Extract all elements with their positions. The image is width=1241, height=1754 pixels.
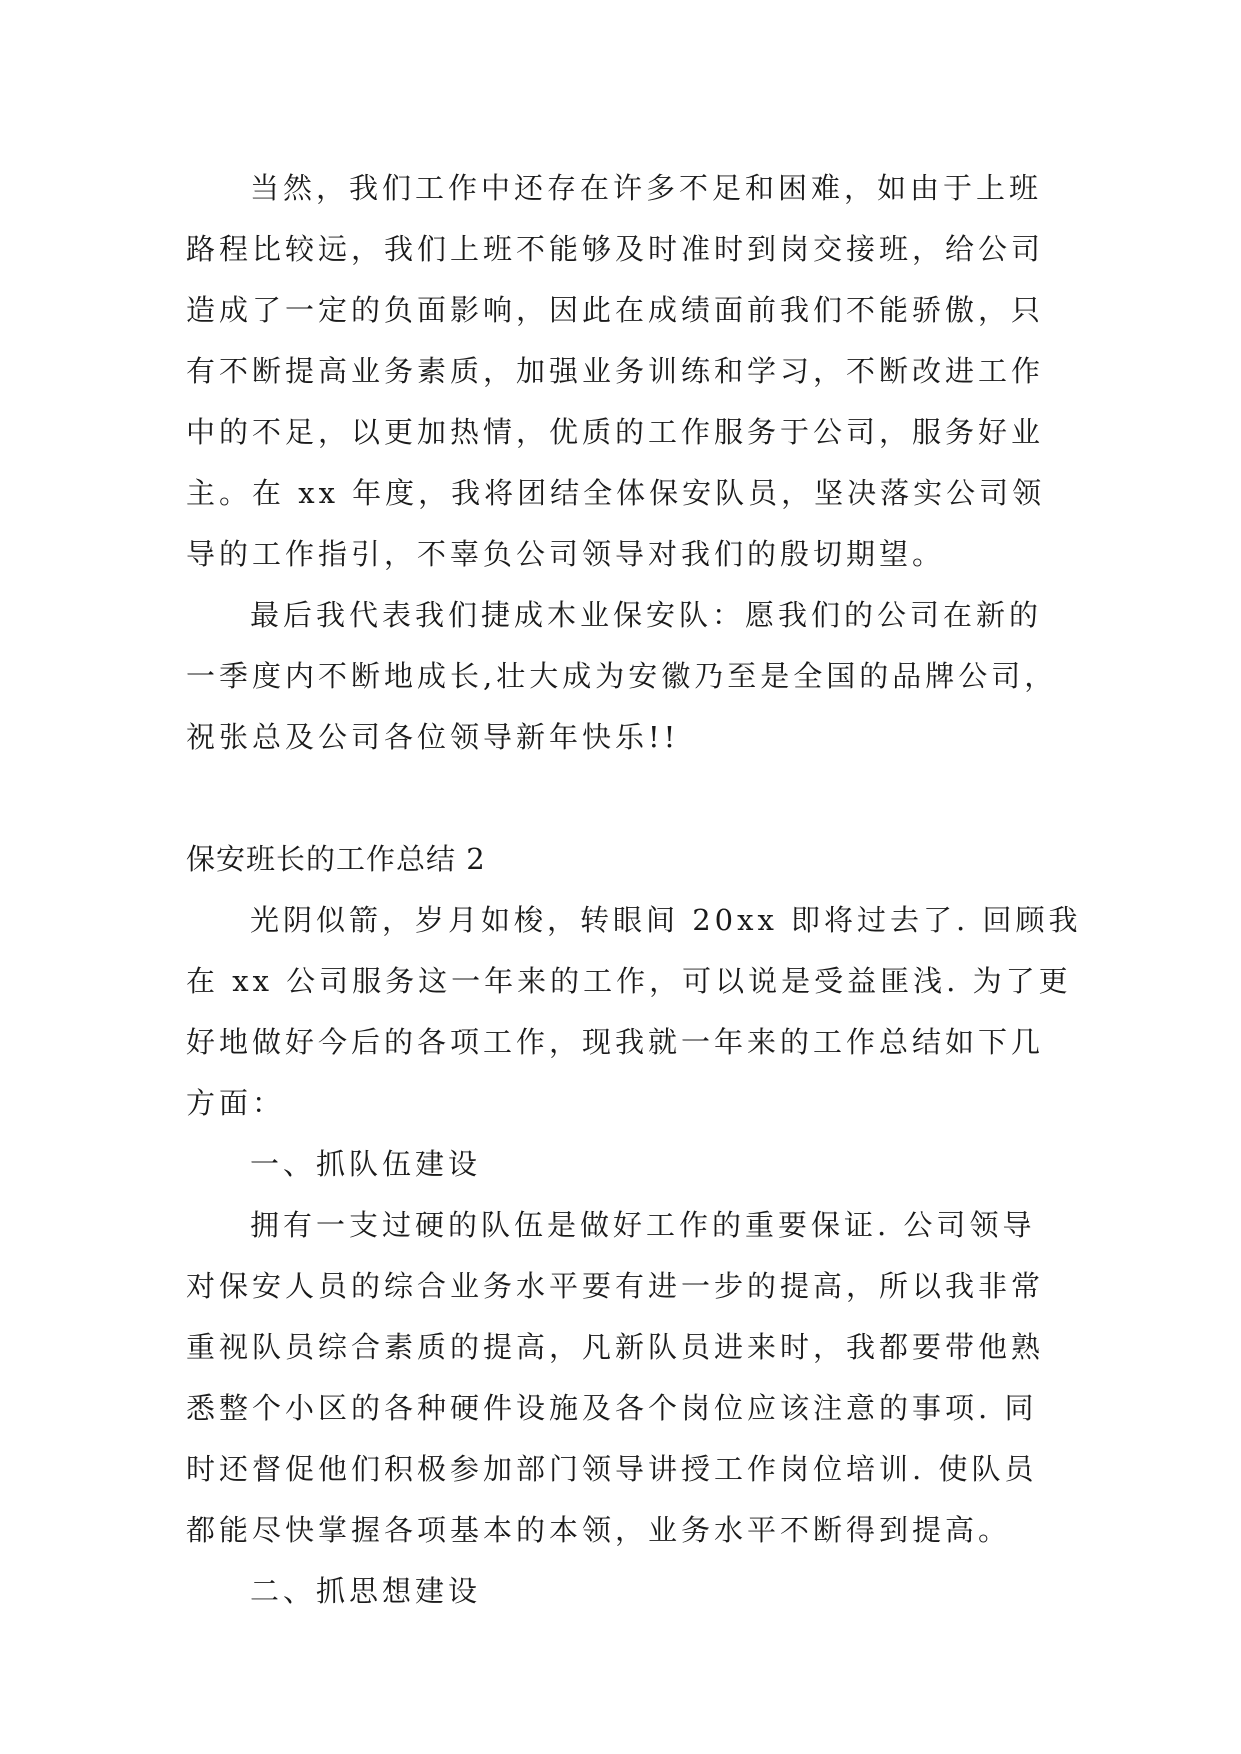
paragraph-line: 时还督促他们积极参加部门领导讲授工作岗位培训. 使队员 bbox=[186, 1452, 1038, 1486]
paragraph-line: 一季度内不断地成长,壮大成为安徽乃至是全国的品牌公司， bbox=[186, 659, 1058, 693]
paragraph-line: 最后我代表我们捷成木业保安队：愿我们的公司在新的 bbox=[250, 598, 1043, 632]
paragraph-line: 中的不足，以更加热情，优质的工作服务于公司，服务好业 bbox=[186, 415, 1045, 449]
paragraph-line: 都能尽快掌握各项基本的本领，业务水平不断得到提高。 bbox=[186, 1513, 1012, 1547]
paragraph-line: 路程比较远，我们上班不能够及时准时到岗交接班，给公司 bbox=[186, 232, 1045, 266]
paragraph-line: 主。在 xx 年度，我将团结全体保安队员，坚决落实公司领 bbox=[186, 476, 1046, 510]
subsection-heading: 一、抓队伍建设 bbox=[250, 1147, 482, 1181]
paragraph-line: 方面： bbox=[186, 1086, 286, 1120]
blank-line bbox=[186, 768, 1054, 829]
paragraph-line: 悉整个小区的各种硬件设施及各个岗位应该注意的事项. 同 bbox=[186, 1391, 1038, 1425]
paragraph-line: 对保安人员的综合业务水平要有进一步的提高，所以我非常 bbox=[186, 1269, 1045, 1303]
paragraph-line: 重视队员综合素质的提高，凡新队员进来时，我都要带他熟 bbox=[186, 1330, 1045, 1364]
paragraph-line: 光阴似箭，岁月如梭，转眼间 20xx 即将过去了. 回顾我 bbox=[250, 903, 1082, 937]
paragraph-line: 祝张总及公司各位领导新年快乐!! bbox=[186, 720, 680, 754]
paragraph-line: 导的工作指引，不辜负公司领导对我们的殷切期望。 bbox=[186, 537, 946, 571]
paragraph-line: 造成了一定的负面影响，因此在成绩面前我们不能骄傲，只 bbox=[186, 293, 1045, 327]
paragraph-line: 拥有一支过硬的队伍是做好工作的重要保证. 公司领导 bbox=[250, 1208, 1036, 1242]
paragraph-line: 在 xx 公司服务这一年来的工作，可以说是受益匪浅. 为了更 bbox=[186, 964, 1072, 998]
paragraph-line: 好地做好今后的各项工作，现我就一年来的工作总结如下几 bbox=[186, 1025, 1045, 1059]
paragraph-line: 有不断提高业务素质，加强业务训练和学习，不断改进工作 bbox=[186, 354, 1045, 388]
subsection-heading: 二、抓思想建设 bbox=[250, 1574, 482, 1608]
paragraph-line: 当然，我们工作中还存在许多不足和困难，如由于上班 bbox=[250, 171, 1043, 205]
section-title: 保安班长的工作总结 2 bbox=[186, 842, 486, 876]
document-body bbox=[186, 158, 1082, 1622]
